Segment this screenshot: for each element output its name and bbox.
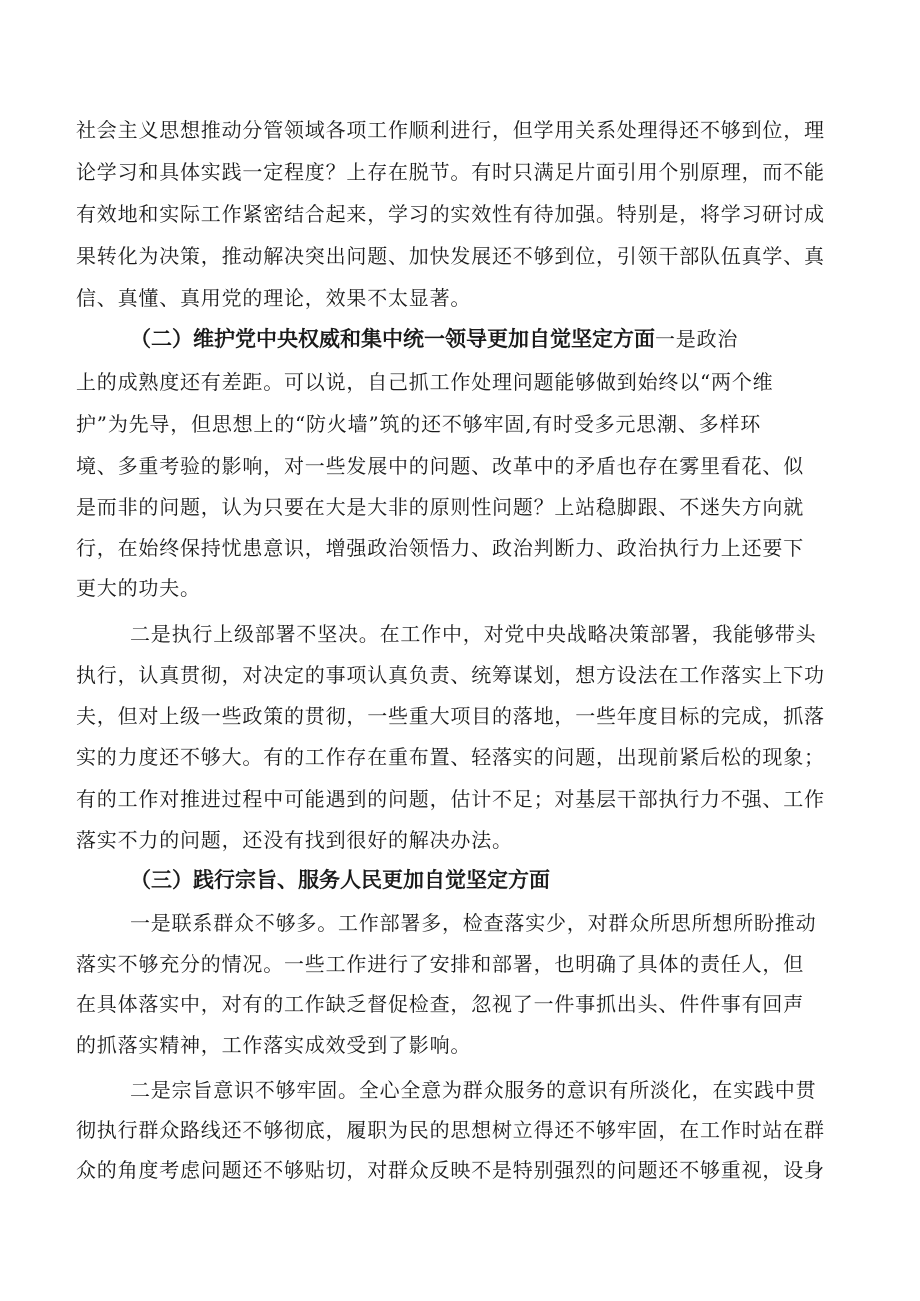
paragraph-line: 信、真懂、真用党的理论，效果不太显著。	[76, 286, 472, 310]
paragraph-line: 行，在始终保持忧患意识，增强政治领悟力、政治判断力、政治执行力上还要下	[76, 536, 804, 560]
paragraph-line: 夫，但对上级一些政策的贯彻，一些重大项目的落地，一些年度目标的完成，抓落	[76, 704, 825, 728]
paragraph-line: 境、多重考验的影响，对一些发展中的问题、改革中的矛盾也存在雾里看花、似	[76, 454, 804, 478]
paragraph-line: 果转化为决策，推动解决突出问题、加快发展还不够到位，引领干部队伍真学、真	[76, 244, 825, 268]
section-heading-2-line	[130, 325, 738, 353]
section-heading-2: （二）维护党中央权威和集中统一领导更加自觉坚定方面	[130, 327, 655, 351]
paragraph-line: 上的成熟度还有差距。可以说，自己抓工作处理问题能够做到始终以“两个维	[76, 370, 774, 394]
paragraph-fragment: 一是政治	[655, 327, 739, 351]
paragraph-line: 实的力度还不够大。有的工作存在重布置、轻落实的问题，出现前紧后松的现象；	[76, 745, 825, 769]
paragraph-line: 一是联系群众不够多。工作部署多，检查落实少，对群众所思所想所盼推动	[130, 911, 817, 935]
paragraph-line: 二是执行上级部署不坚决。在工作中，对党中央战略决策部署，我能够带头	[130, 622, 817, 646]
paragraph-line: 众的角度考虑问题还不够贴切，对群众反映不是特别强烈的问题还不够重视，设身	[76, 1158, 825, 1182]
paragraph-line: 是而非的问题，认为只要在大是大非的原则性问题？上站稳脚跟、不迷失方向就	[76, 495, 804, 519]
paragraph-line: 更大的功夫。	[76, 576, 201, 600]
paragraph-line: 落实不力的问题，还没有找到很好的解决办法。	[76, 828, 513, 852]
section-heading-3-line	[130, 866, 550, 894]
paragraph-line: 护”为先导，但思想上的“防火墙”筑的还不够牢固,有时受多元思潮、多样环	[76, 412, 762, 436]
paragraph-line: 落实不够充分的情况。一些工作进行了安排和部署，也明确了具体的责任人，但	[76, 952, 804, 976]
paragraph-line: 执行，认真贯彻，对决定的事项认真负责、统筹谋划，想方设法在工作落实上下功	[76, 663, 825, 687]
paragraph-line: 有效地和实际工作紧密结合起来，学习的实效性有待加强。特别是，将学习研讨成	[76, 202, 825, 226]
paragraph-line: 在具体落实中，对有的工作缺乏督促检查，忽视了一件事抓出头、件件事有回声	[76, 992, 804, 1016]
paragraph-line: 论学习和具体实践一定程度？上存在脱节。有时只满足片面引用个别原理，而不能	[76, 160, 825, 184]
paragraph-line: 的抓落实精神，工作落实成效受到了影响。	[76, 1033, 472, 1057]
paragraph-line: 二是宗旨意识不够牢固。全心全意为群众服务的意识有所淡化，在实践中贯	[130, 1078, 817, 1102]
section-heading-3: （三）践行宗旨、服务人民更加自觉坚定方面	[130, 868, 550, 892]
paragraph-line: 有的工作对推进过程中可能遇到的问题，估计不足；对基层干部执行力不强、工作	[76, 787, 825, 811]
paragraph-line: 社会主义思想推动分管领域各项工作顺利进行，但学用关系处理得还不够到位，理	[76, 118, 825, 142]
paragraph-line: 彻执行群众路线还不够彻底，履职为民的思想树立得还不够牢固，在工作时站在群	[76, 1118, 825, 1142]
